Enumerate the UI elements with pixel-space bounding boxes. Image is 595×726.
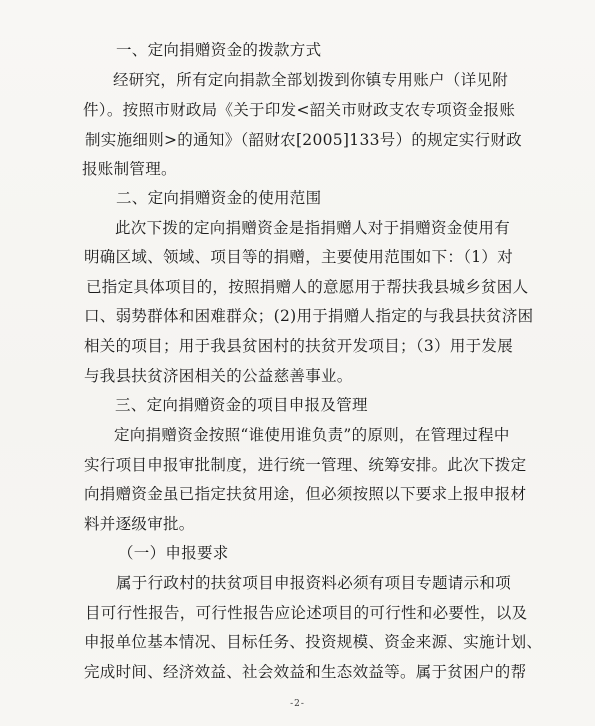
paragraph-line: 实行项目申报审批制度，进行统一管理、统筹安排。此次下拨定: [84, 456, 527, 474]
paragraph-line: 定向捐赠资金按照“谁使用谁负责”的原则，在管理过程中: [114, 426, 510, 444]
paragraph-line: 与我县扶贫济困相关的公益慈善事业。: [84, 367, 353, 385]
paragraph-line: 件）。按照市财政局《关于印发<韶关市财政支农专项资金报账: [83, 101, 516, 119]
paragraph-line: 属于行政村的扶贫项目申报资料必须有项目专题请示和项: [116, 574, 512, 592]
paragraph-line: 口、弱势群体和困难群众；(2)用于捐赠人指定的与我县扶贫济困: [84, 307, 534, 325]
paragraph-line: 向捐赠资金虽已指定扶贫用途，但必须按照以下要求上报申报材: [84, 485, 527, 503]
subheading-requirements: （一）申报要求: [118, 544, 229, 562]
paragraph-line: 报账制管理。: [82, 160, 177, 178]
heading-section-3: 三、定向捐赠资金的项目申报及管理: [115, 396, 368, 414]
paragraph-line: 完成时间、经济效益、社会效益和生态效益等。属于贫困户的帮: [84, 663, 527, 681]
paragraph-line: 料并逐级审批。: [84, 515, 195, 533]
paragraph-line: 明确区域、领域、项目等的捐赠，主要使用范围如下：（1）对: [84, 248, 514, 266]
paragraph-line: 相关的项目；用于我县贫困村的扶贫开发项目；（3）用于发展: [84, 337, 514, 355]
heading-section-2: 二、定向捐赠资金的使用范围: [116, 189, 322, 207]
paragraph-line: 制实施细则>的通知》（韶财农[2005]133号）的规定实行财政: [85, 131, 522, 149]
paragraph-line: 经研究，所有定向捐款全部划拨到你镇专用账户（详见附: [113, 71, 509, 89]
page-number: -2-: [290, 699, 305, 709]
heading-section-1: 一、定向捐赠资金的拨款方式: [116, 41, 322, 59]
paragraph-line: 此次下拨的定向捐赠资金是指捐赠人对于捐赠资金使用有: [115, 219, 511, 237]
paragraph-line: 申报单位基本情况、目标任务、投资规模、资金来源、实施计划、: [84, 633, 543, 651]
paragraph-line: 已指定具体项目的，按照捐赠人的意愿用于帮扶我县城乡贫困人: [86, 278, 529, 296]
paragraph-line: 目可行性报告，可行性报告应论述项目的可行性和必要性，以及: [85, 604, 528, 622]
